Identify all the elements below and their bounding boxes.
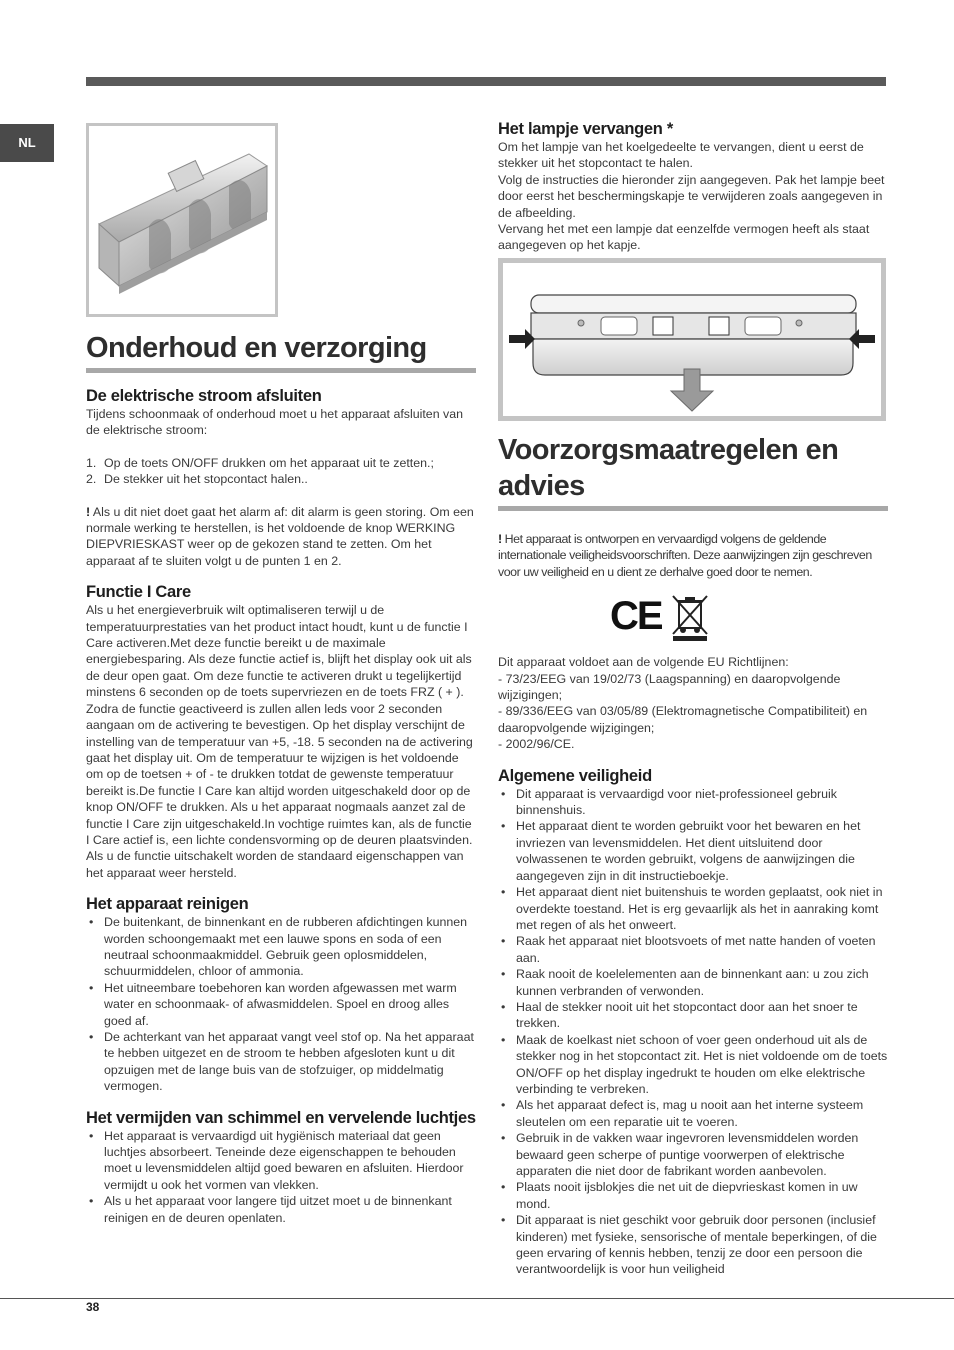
page-number: 38: [86, 1300, 100, 1314]
list-item: • Het apparaat is vervaardigd uit hygiënisch materiaal dat geen luchtjes absorbeert. Teneinde deze eigenschappen te behouden moet u levensmiddelen altijd goed bewaren en afsluiten. Hierdoor vermijdt u ook het vormen van vlekken.: [86, 1128, 476, 1194]
list-item: • Het apparaat dient niet buitenshuis te worden geplaatst, ook niet in overdekte toestand. Het is erg gevaarlijk als het in aanraking komt met regen of als het onweert.: [498, 884, 888, 933]
heading-mould: Het vermijden van schimmel en vervelende luchtjes: [86, 1108, 476, 1127]
eu-line: - 89/336/EEG van 03/05/89 (Elektromagnetische Compatibiliteit) en daaropvolgende wijzigingen;: [498, 704, 868, 735]
list-item: • Het uitneembare toebehoren kan worden afgewassen met warm water en schoonmaak- of afwasmiddelen. Spoel en droog alles goed af.: [86, 980, 476, 1029]
accessory-illustration: [86, 123, 278, 317]
left-column: [86, 330, 476, 1226]
section-title-maintenance: Onderhoud en verzorging: [86, 332, 427, 364]
mould-list: [86, 1128, 476, 1226]
list-item: • De buitenkant, de binnenkant en de rubberen afdichtingen kunnen worden schoongemaakt met een lauwe spons en soda of een neutraal schoonmaakmiddel. Gebruik geen oplosmiddelen, schuurmiddelen, chloor of ammonia.: [86, 914, 476, 980]
language-tab: NL: [0, 124, 54, 162]
step-text: De stekker uit het stopcontact halen..: [104, 472, 308, 487]
list-item: • Raak het apparaat niet blootsvoets of met natte handen of voeten aan.: [498, 933, 888, 966]
list-item: [86, 455, 476, 471]
list-item: • Het apparaat dient te worden gebruikt voor het bewaren en het invriezen van levensmiddelen. Het dient uitsluitend door volwassenen te worden gebruikt, volgens de aanwijzingen die aangegeven zijn in dit instructieboekje.: [498, 818, 888, 884]
warning-mark: !: [498, 532, 502, 546]
eu-line: - 2002/96/CE.: [498, 737, 575, 752]
list-item: • Haal de stekker nooit uit het stopcontact door aan het snoer te trekken.: [498, 999, 888, 1032]
list-item: • Plaats nooit ijsblokjes die net uit de diepvrieskast komen in uw mond.: [498, 1179, 888, 1212]
precautions-warning: [498, 531, 888, 580]
power-off-steps: [86, 455, 476, 488]
step-text: Op de toets ON/OFF drukken om het apparaat uit te zetten.;: [104, 455, 434, 470]
warning-mark: !: [86, 504, 91, 519]
heading-safety: Algemene veiligheid: [498, 766, 652, 785]
header-bar: [86, 77, 886, 86]
power-off-intro: Tijdens schoonmaak of onderhoud moet u het apparaat afsluiten van de elektrische stroom:: [86, 407, 464, 438]
cleaning-list: [86, 914, 476, 1094]
step-number: 1.: [86, 455, 97, 470]
icare-text: Als u het energieverbruik wilt optimaliseren terwijl u de temperatuurprestaties van het product intact houdt, kunt u de functie I Care activeren.Met deze functie bereikt u de maximale energiebesparing. Als deze functie actief is, blijft het display ook uit als de deur open gaat. Om deze functie te activeren drukt u tegelijkertijd minstens 6 seconden op de toets supervriezen en de toets FRZ ( + ). Zodra de functie geactiveerd is zullen allen leds voor 2 seconden aangaan om de activering te bevestigen. Op het display verschijnt de instelling van de temperatuur van +5, -18. 5 seconden na de activering gaat het display uit. Om de temperatuur te wijzigen is het voldoende om op de toetsen + of - te drukken totdat de gewenste temperatuur bereikt is.De functie I Care kan altijd worden uitgeschakeld door op de knop ON/OFF te drukken. Als u het apparaat nogmaals aanzet zal de functie I Care zijn uitgeschakeld.In vochtige ruimtes kan, als de functie I Care actief is, een lichte condensvorming op de deuren plaatsvinden. Als u de functie uitschakelt worden de standaard eigenschappen van het apparaat weer hersteld.: [86, 603, 473, 880]
certification-marks: [498, 588, 888, 654]
lamp-cover-icon: [503, 263, 881, 416]
step-number: 2.: [86, 472, 97, 487]
heading-lamp: Het lampje vervangen *: [498, 120, 673, 138]
heading-power-off: De elektrische stroom afsluiten: [86, 387, 322, 405]
lamp-text-3: Vervang het met een lampje dat eenzelfde vermogen heeft als staat aangegeven op het kapje.: [498, 222, 870, 253]
heading-cleaning: Het apparaat reinigen: [86, 895, 249, 914]
safety-list: [498, 786, 888, 1278]
section-title-precautions: Voorzorgsmaatregelen en advies: [498, 434, 839, 502]
crossed-bin-icon: [670, 592, 710, 642]
right-column-bottom: [498, 432, 888, 1278]
footer-rule: [0, 1298, 954, 1299]
ice-tray-holder-icon: [89, 126, 275, 314]
lamp-text-1: Om het lampje van het koelgedeelte te vervangen, dient u eerst de stekker uit het stopcontact te halen.: [498, 140, 864, 171]
list-item: • Als u het apparaat voor langere tijd uitzet moet u de binnenkant reinigen en de deuren openlaten.: [86, 1193, 476, 1226]
power-off-warning: [86, 504, 476, 570]
list-item: [86, 471, 476, 487]
list-item: • Dit apparaat is vervaardigd voor niet-professioneel gebruik binnenshuis.: [498, 786, 888, 819]
heading-icare: Functie I Care: [86, 583, 191, 602]
warning-text: Als u dit niet doet gaat het alarm af: dit alarm is geen storing. Om een normale werking te herstellen, is het voldoende de knop WERKING DIEPVRIESKAST weer op de gekozen stand te zetten. Om het apparaat af te sluiten volgt u de punten 1 en 2.: [86, 504, 474, 568]
eu-line: - 73/23/EEG van 19/02/73 (Laagspanning) en daaropvolgende wijzigingen;: [498, 671, 841, 703]
lamp-text-2: Volg de instructies die hieronder zijn aangegeven. Pak het lampje beet door eerst het beschermingskapje te verwijderen zoals aangegeven in de afbeelding.: [498, 172, 885, 220]
list-item: • Raak nooit de koelelementen aan de binnenkant aan: u zou zich kunnen verbranden of verwonden.: [498, 966, 888, 999]
list-item: • Gebruik in de vakken waar ingevroren levensmiddelen worden bewaard geen scherpe of puntige voorwerpen of elektrische apparaten die niet door de fabrikant worden aanbevolen.: [498, 1130, 888, 1179]
list-item: • De achterkant van het apparaat vangt veel stof op. Na het apparaat te hebben uitgezet en de stroom te hebben afgesloten kunt u dit opzuigen met de lange buis van de stofzuiger, op middelmatig vermogen.: [86, 1029, 476, 1095]
list-item: • Maak de koelkast niet schoon of voer geen onderhoud uit als de stekker nog in het stopcontact zit. Het is niet voldoende om de toets ON/OFF op het display ingedrukt te houden om elke elektrische verbinding te verbreken.: [498, 1032, 888, 1098]
title-rule: [86, 368, 476, 373]
right-column-top: [498, 120, 888, 254]
title-rule: [498, 506, 888, 511]
eu-intro: Dit apparaat voldoet aan de volgende EU Richtlijnen:: [498, 655, 789, 670]
ce-mark: CE: [610, 594, 662, 639]
list-item: • Dit apparaat is niet geschikt voor gebruik door personen (inclusief kinderen) met fysieke, sensorische of mentale beperkingen, of die geen ervaring of kennis hebben, tenzij ze door een persoon die verantwoordelijk is voor hun veiligheid: [498, 1212, 888, 1278]
list-item: • Als het apparaat defect is, mag u nooit aan het interne systeem sleutelen om een reparatie uit te voeren.: [498, 1097, 888, 1130]
lamp-illustration: [498, 258, 886, 421]
warning-text: Het apparaat is ontworpen en vervaardigd volgens de geldende internationale veiligheidsvoorschriften. Deze aanwijzingen zijn geschreven voor uw veiligheid en u dient ze derhalve goed door te nemen.: [498, 532, 872, 579]
